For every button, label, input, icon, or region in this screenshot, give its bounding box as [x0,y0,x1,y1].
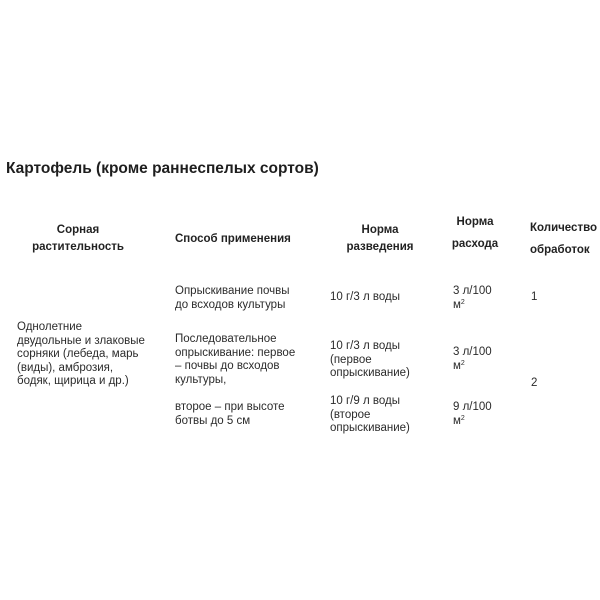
header-weeds-line2: растительность [32,241,124,253]
row1-dilution-line: 10 г/3 л воды [330,291,400,303]
weeds-description [17,321,145,389]
row2-method-line: опрыскивание: первое [175,346,296,359]
row3-method-line: второе – при высоте [175,401,285,413]
row3-dilution [330,395,410,436]
row2-method-line: культуры, [175,373,227,386]
row1-consumption [453,285,492,312]
row2-consumption [453,346,492,373]
header-weeds-line1: Сорная [56,224,100,236]
header-dilution [335,222,425,256]
header-dilution-line1: Норма [361,224,399,236]
header-treatments [530,220,597,259]
row1-method [175,285,290,312]
row2-dilution-line: 10 г/3 л воды [330,340,400,352]
row1-method-line: Опрыскивание почвы [175,285,290,297]
row2-3-treatments: 2 [531,377,538,389]
weeds-line: (виды), амброзия, [17,361,114,374]
row2-method [175,333,295,387]
row3-method [175,401,285,428]
row3-method-line: ботвы до 5 см [175,414,251,427]
weeds-line: Однолетние [17,321,83,333]
row2-consumption-value: 3 л/100 [453,346,492,358]
row2-dilution [330,340,410,381]
row3-dilution-line: (второе [330,408,371,421]
row3-dilution-line: опрыскивание) [330,422,410,434]
header-treatments-line2: обработок [530,244,590,256]
row1-consumption-value: 3 л/100 [453,285,492,297]
row3-consumption [453,401,492,428]
row1-method-line: до всходов культуры [175,298,286,311]
header-treatments-line1: Количество [530,222,598,234]
row1-treatments: 1 [531,291,538,303]
row1-dilution [330,291,400,305]
page-title: Картофель (кроме раннеспелых сортов) [6,160,319,177]
row3-consumption-unit: $м^2$ [453,414,465,427]
weeds-line: бодяк, щирица и др.) [17,375,129,387]
row2-consumption-unit: $м^2$ [453,359,465,372]
header-method: Способ применения [175,233,291,245]
weeds-line: сорняки (лебеда, марь [17,348,139,360]
header-consumption [445,214,505,253]
row2-dilution-line: (первое [330,353,372,366]
row3-dilution-line: 10 г/9 л воды [330,395,400,407]
row3-consumption-value: 9 л/100 [453,401,492,413]
row2-method-line: Последовательное [175,333,277,345]
row2-method-line: – почвы до всходов [175,360,280,372]
header-consumption-line1: Норма [456,216,494,228]
row2-dilution-line: опрыскивание) [330,367,410,379]
header-dilution-line2: разведения [346,241,414,253]
weeds-line: двудольные и злаковые [17,334,145,347]
row1-consumption-unit: $м^2$ [453,298,465,311]
header-weeds [30,222,126,256]
header-consumption-line2: расхода [451,238,499,250]
